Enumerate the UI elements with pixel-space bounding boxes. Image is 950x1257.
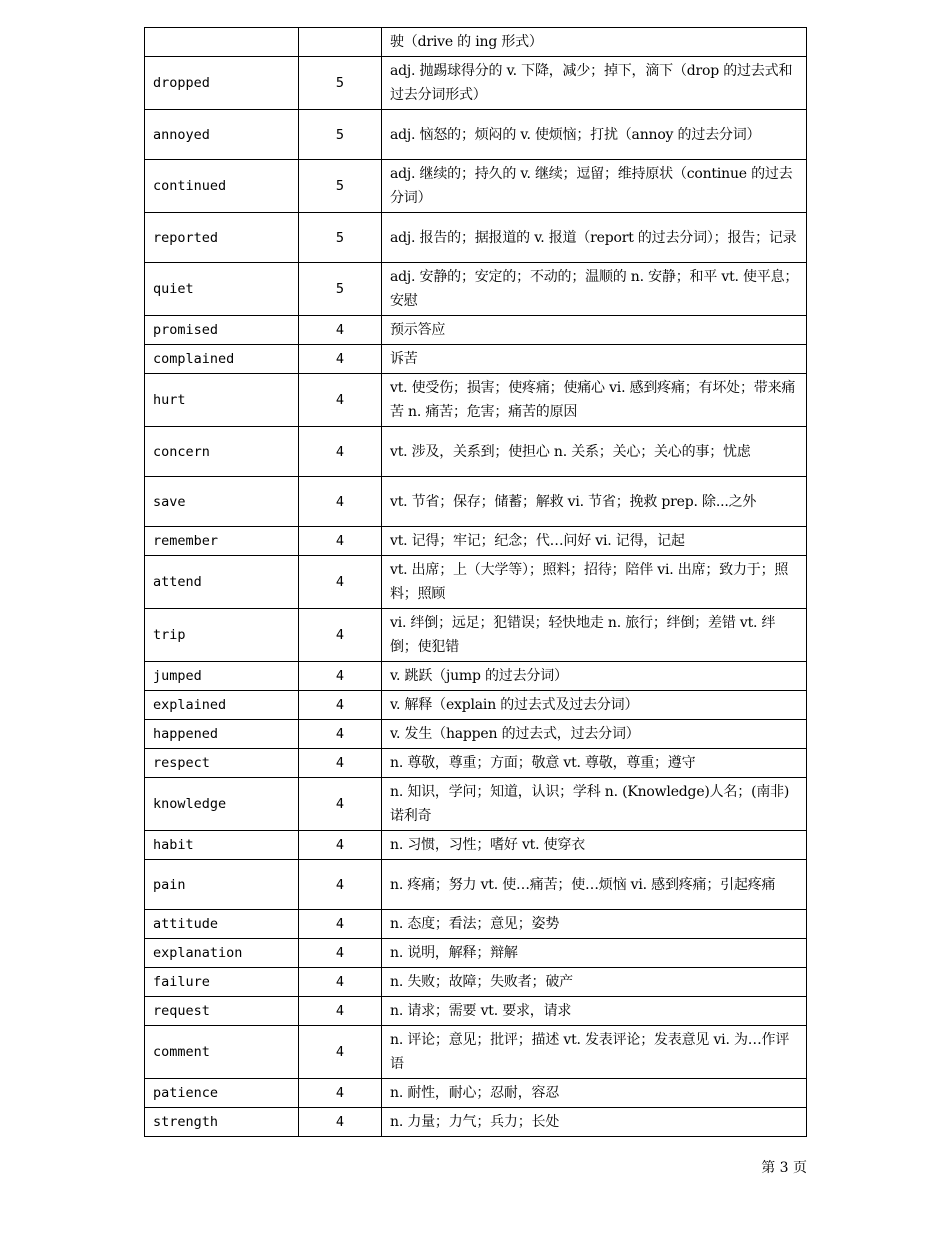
frequency-cell: 4 xyxy=(299,662,382,691)
word-cell: knowledge xyxy=(145,778,299,831)
definition-cell: n. 力量；力气；兵力；长处 xyxy=(382,1108,807,1137)
word-cell: strength xyxy=(145,1108,299,1137)
frequency-cell xyxy=(299,28,382,57)
frequency-cell: 5 xyxy=(299,263,382,316)
definition-cell: 驶（drive 的 ing 形式） xyxy=(382,28,807,57)
definition-cell: adj. 恼怒的；烦闷的 v. 使烦恼；打扰（annoy 的过去分词） xyxy=(382,110,807,160)
frequency-cell: 4 xyxy=(299,691,382,720)
definition-cell: v. 解释（explain 的过去式及过去分词） xyxy=(382,691,807,720)
word-cell: explanation xyxy=(145,939,299,968)
definition-cell: n. 耐性，耐心；忍耐，容忍 xyxy=(382,1079,807,1108)
table-row xyxy=(145,662,807,691)
table-row xyxy=(145,556,807,609)
table-row xyxy=(145,860,807,910)
definition-cell: n. 说明，解释；辩解 xyxy=(382,939,807,968)
definition-cell: n. 失败；故障；失败者；破产 xyxy=(382,968,807,997)
definition-cell: 预示答应 xyxy=(382,316,807,345)
table-row xyxy=(145,910,807,939)
frequency-cell: 4 xyxy=(299,374,382,427)
frequency-cell: 5 xyxy=(299,57,382,110)
definition-cell: n. 尊敬，尊重；方面；敬意 vt. 尊敬，尊重；遵守 xyxy=(382,749,807,778)
definition-cell: v. 发生（happen 的过去式，过去分词） xyxy=(382,720,807,749)
word-cell: reported xyxy=(145,213,299,263)
definition-cell: vt. 节省；保存；储蓄；解救 vi. 节省；挽救 prep. 除...之外 xyxy=(382,477,807,527)
word-cell: pain xyxy=(145,860,299,910)
definition-cell: 诉苦 xyxy=(382,345,807,374)
word-cell: failure xyxy=(145,968,299,997)
word-cell: quiet xyxy=(145,263,299,316)
frequency-cell: 4 xyxy=(299,831,382,860)
definition-cell: n. 疼痛；努力 vt. 使…痛苦；使…烦恼 vi. 感到疼痛；引起疼痛 xyxy=(382,860,807,910)
word-cell: comment xyxy=(145,1026,299,1079)
word-cell: complained xyxy=(145,345,299,374)
table-row xyxy=(145,213,807,263)
frequency-cell: 4 xyxy=(299,527,382,556)
table-row xyxy=(145,374,807,427)
word-cell: trip xyxy=(145,609,299,662)
word-cell: request xyxy=(145,997,299,1026)
frequency-cell: 4 xyxy=(299,316,382,345)
word-cell: explained xyxy=(145,691,299,720)
table-row xyxy=(145,1079,807,1108)
definition-cell: adj. 抛踢球得分的 v. 下降，减少；掉下，滴下（drop 的过去式和过去分词形式） xyxy=(382,57,807,110)
frequency-cell: 4 xyxy=(299,749,382,778)
table-row xyxy=(145,427,807,477)
frequency-cell: 4 xyxy=(299,968,382,997)
word-cell: jumped xyxy=(145,662,299,691)
frequency-cell: 4 xyxy=(299,910,382,939)
word-cell: attitude xyxy=(145,910,299,939)
definition-cell: n. 态度；看法；意见；姿势 xyxy=(382,910,807,939)
table-row xyxy=(145,778,807,831)
word-cell: promised xyxy=(145,316,299,345)
table-row xyxy=(145,110,807,160)
frequency-cell: 4 xyxy=(299,860,382,910)
table-row xyxy=(145,263,807,316)
table-row xyxy=(145,316,807,345)
definition-cell: n. 请求；需要 vt. 要求，请求 xyxy=(382,997,807,1026)
table-row xyxy=(145,1108,807,1137)
frequency-cell: 4 xyxy=(299,939,382,968)
table-row xyxy=(145,968,807,997)
table-row xyxy=(145,28,807,57)
word-cell: habit xyxy=(145,831,299,860)
word-cell: happened xyxy=(145,720,299,749)
frequency-cell: 4 xyxy=(299,1026,382,1079)
definition-cell: vt. 使受伤；损害；使疼痛；使痛心 vi. 感到疼痛；有坏处；带来痛苦 n. 痛苦；危害；痛苦的原因 xyxy=(382,374,807,427)
table-row xyxy=(145,160,807,213)
word-cell: respect xyxy=(145,749,299,778)
definition-cell: vt. 记得；牢记；纪念；代…问好 vi. 记得，记起 xyxy=(382,527,807,556)
page-number: 第 3 页 xyxy=(761,1160,807,1176)
table-row xyxy=(145,749,807,778)
word-cell: patience xyxy=(145,1079,299,1108)
frequency-cell: 4 xyxy=(299,778,382,831)
frequency-cell: 4 xyxy=(299,997,382,1026)
table-row xyxy=(145,345,807,374)
frequency-cell: 4 xyxy=(299,609,382,662)
table-row xyxy=(145,691,807,720)
frequency-cell: 4 xyxy=(299,1108,382,1137)
frequency-cell: 4 xyxy=(299,477,382,527)
frequency-cell: 4 xyxy=(299,556,382,609)
definition-cell: adj. 报告的；据报道的 v. 报道（report 的过去分词）；报告；记录 xyxy=(382,213,807,263)
table-row xyxy=(145,1026,807,1079)
definition-cell: n. 习惯，习性；嗜好 vt. 使穿衣 xyxy=(382,831,807,860)
vocab-table-body xyxy=(145,28,807,1137)
word-cell: dropped xyxy=(145,57,299,110)
definition-cell: adj. 安静的；安定的；不动的；温顺的 n. 安静；和平 vt. 使平息；安慰 xyxy=(382,263,807,316)
definition-cell: vi. 绊倒；远足；犯错误；轻快地走 n. 旅行；绊倒；差错 vt. 绊倒；使犯错 xyxy=(382,609,807,662)
table-row xyxy=(145,609,807,662)
definition-cell: n. 知识，学问；知道，认识；学科 n. (Knowledge)人名；(南非)诺利奇 xyxy=(382,778,807,831)
table-row xyxy=(145,997,807,1026)
frequency-cell: 5 xyxy=(299,110,382,160)
frequency-cell: 5 xyxy=(299,213,382,263)
word-cell: attend xyxy=(145,556,299,609)
table-row xyxy=(145,939,807,968)
word-cell: save xyxy=(145,477,299,527)
definition-cell: vt. 出席；上（大学等）；照料；招待；陪伴 vi. 出席；致力于；照料；照顾 xyxy=(382,556,807,609)
definition-cell: n. 评论；意见；批评；描述 vt. 发表评论；发表意见 vi. 为…作评语 xyxy=(382,1026,807,1079)
word-cell: continued xyxy=(145,160,299,213)
frequency-cell: 4 xyxy=(299,345,382,374)
definition-cell: vt. 涉及，关系到；使担心 n. 关系；关心；关心的事；忧虑 xyxy=(382,427,807,477)
word-cell: hurt xyxy=(145,374,299,427)
table-row xyxy=(145,831,807,860)
frequency-cell: 5 xyxy=(299,160,382,213)
word-cell xyxy=(145,28,299,57)
word-cell: remember xyxy=(145,527,299,556)
table-row xyxy=(145,527,807,556)
word-cell: concern xyxy=(145,427,299,477)
word-cell: annoyed xyxy=(145,110,299,160)
table-row xyxy=(145,720,807,749)
table-row xyxy=(145,57,807,110)
frequency-cell: 4 xyxy=(299,1079,382,1108)
vocab-table xyxy=(144,27,807,1137)
definition-cell: v. 跳跃（jump 的过去分词） xyxy=(382,662,807,691)
frequency-cell: 4 xyxy=(299,427,382,477)
frequency-cell: 4 xyxy=(299,720,382,749)
table-row xyxy=(145,477,807,527)
definition-cell: adj. 继续的；持久的 v. 继续；逗留；维持原状（continue 的过去分词） xyxy=(382,160,807,213)
